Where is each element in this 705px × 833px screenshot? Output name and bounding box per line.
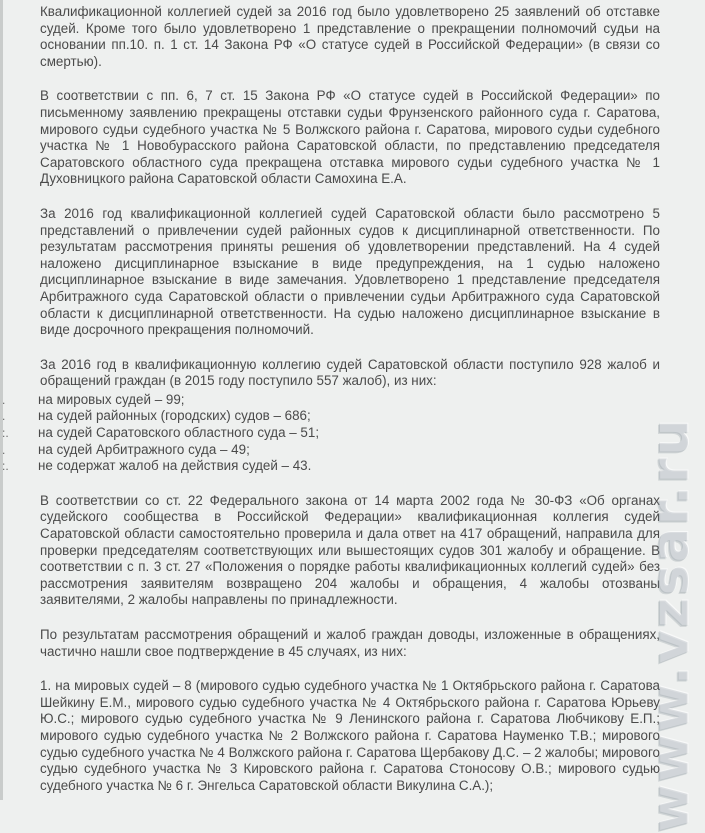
- paragraph-retirements: Квалификационной коллегией судей за 2016 год было удовлетворено 25 заявлений об отставке судей. Кроме того было удовлетворено 1 представление о прекращении полномочий судьи на основании пп.10. п. 1 ст. 14 Закона РФ «О статусе судей в Российской Федерации» (в связи со смертью).: [40, 4, 660, 69]
- paragraph-disciplinary: За 2016 год квалификационной коллегией судей Саратовской области было рассмотрено 5 представлений о привлечении судей районных судов к дисциплинарной ответственности. По результатам рассмотрения приняты решения об удовлетворении представлений. На 4 судей наложено дисциплинарное взыскание в виде предупреждения, на 1 судью наложено дисциплинарное взыскание в виде замечания. Удовлетворено 1 представление председателя Арбитражного суда Саратовской области о привлечении судьи Арбитражного суда Саратовской области к дисциплинарной ответственности. На судью наложено дисциплинарное взыскание в виде досрочного прекращения полномочий.: [40, 205, 660, 338]
- list-item-text: на мировых судей – 99;: [38, 391, 185, 407]
- list-item: [0, 458, 660, 475]
- paragraph-law-reference: В соответствии со ст. 22 Федерального закона от 14 марта 2002 года № 30-ФЗ «Об органах судейского сообщества в Российской Федерации» квалификационная коллегия судей Саратовской области самостоятельно проверила и дала ответ на 417 обращений, направила для проверки председателям соответствующих или вышестоящих судов 301 жалобу и обращение. В соответствии с п. 3 ст. 27 «Положения о порядке работы квалификационных коллегий судей» без рассмотрения заявителям возвращено 204 жалобы и обращения, 4 жалобы отозваны заявителями, 2 жалобы направлены по принадлежности.: [40, 492, 660, 608]
- list-item-text: на судей Арбитражного суда – 49;: [38, 441, 250, 457]
- list-item-text: не содержат жалоб на действия судей – 43.: [38, 458, 312, 474]
- list-item: [0, 425, 660, 442]
- paragraph-complaints-intro: За 2016 год в квалификационную коллегию судей Саратовской области поступило 928 жалоб и обращений граждан (в 2015 году поступило 557 жалоб), из них:: [40, 356, 660, 389]
- list-marker: .: [2, 409, 6, 424]
- list-item: [0, 442, 660, 459]
- list-marker: :.: [2, 426, 9, 441]
- list-item-text: на судей районных (городских) судов – 686;: [38, 408, 311, 424]
- complaints-list: [0, 392, 660, 475]
- list-item-text: на судей Саратовского областного суда – 51;: [38, 425, 320, 441]
- paragraph-terminated-retirements: В соответствии с пп. 6, 7 ст. 15 Закона РФ «О статусе судей в Российской Федерации» по письменному заявлению прекращены отставки судьи Фрунзенского районного суда г. Саратова, мирового судьи судебного участка № 5 Волжского района г. Саратова, мирового судьи судебного участка № 1 Новобурасского района Саратовской области, по представлению председателя Саратовского областного суда прекращена отставка мирового судьи судебного участка № 1 Духовницкого района Саратовской области Самохина Е.А.: [40, 88, 660, 187]
- list-marker: :.: [2, 459, 9, 474]
- list-item: [0, 408, 660, 425]
- paragraph-magistrates: 1. на мировых судей – 8 (мирового судью судебного участка № 1 Октябрьского района г. Саратова Шейкину Е.М., мирового судью судебного участка № 4 Октябрьского района г. Саратова Юрьеву Ю.С.; мирового судью судебного участка № 9 Ленинского района г. Саратова Любчикову Е.П.; мирового судью судебного участка № 2 Волжского района г. Саратова Науменко Т.В.; мирового судью судебного участка № 4 Волжского района г. Саратова Щербакову Д.С. – 2 жалобы; мирового судью судебного участка № 3 Кировского района г. Саратова Стоносову О.В.; мирового судью судебного участка № 6 г. Энгельса Саратовской области Викулина С.А.);: [40, 678, 660, 793]
- paragraph-confirmed-cases: По результатам рассмотрения обращений и жалоб граждан доводы, изложенные в обращениях, частично нашли свое подтверждение в 45 случаях, из них:: [40, 627, 660, 659]
- list-item: [0, 392, 660, 409]
- watermark-text: www.vzsar.ru: [641, 417, 701, 833]
- list-marker: .: [2, 392, 6, 407]
- list-marker: .: [2, 442, 6, 457]
- article-body: [2, 4, 660, 794]
